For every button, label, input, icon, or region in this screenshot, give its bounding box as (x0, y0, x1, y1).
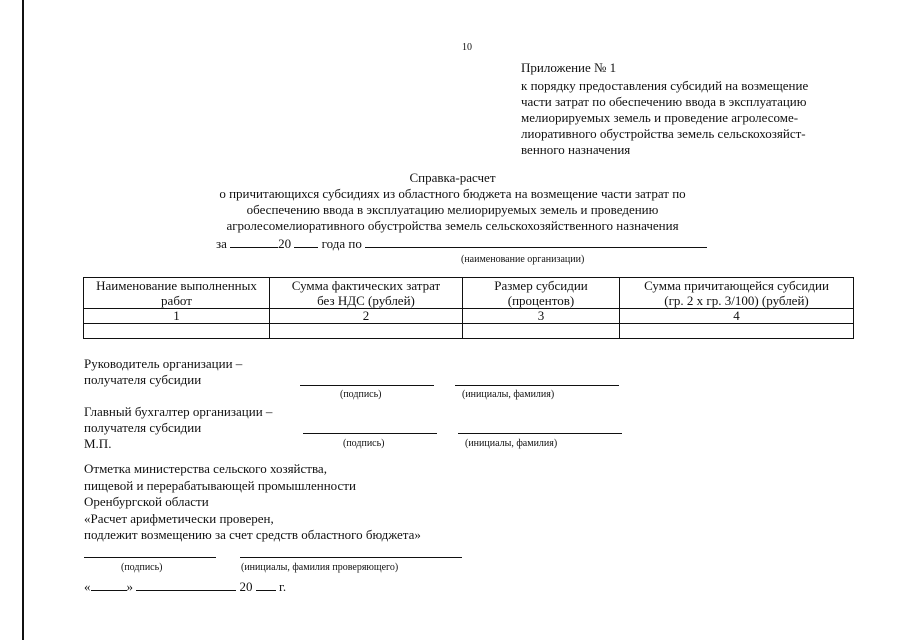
head-signature-caption: (подпись) (340, 389, 382, 400)
document-title: Справка-расчет (409, 170, 496, 185)
accountant-name-caption: (инициалы, фамилия) (465, 438, 558, 449)
table-cell: 4 (620, 309, 854, 324)
table-header-cell: Наименование выполненных работ (84, 278, 270, 309)
accountant-label-line: Главный бухгалтер организации – (84, 404, 273, 419)
document-subtitle-line: агролесомелиоративного обустройства земель сельскохозяйственного назначения (226, 218, 679, 233)
date-month-blank[interactable] (136, 578, 236, 591)
ministry-line: Отметка министерства сельского хозяйства, (84, 461, 327, 476)
table-row (84, 324, 854, 339)
document-subtitle-line: обеспечению ввода в эксплуатацию мелиорируемых земель и проведению (246, 202, 659, 217)
date-close-quote: » (126, 579, 133, 594)
ministry-line: подлежит возмещению за счет средств областного бюджета» (84, 527, 421, 542)
head-name-line[interactable] (455, 385, 619, 386)
accountant-name-line[interactable] (458, 433, 622, 434)
table-cell[interactable] (620, 324, 854, 339)
calculation-table (83, 277, 854, 339)
table-cell[interactable] (270, 324, 463, 339)
accountant-signature-line[interactable] (303, 433, 437, 434)
ministry-line: «Расчет арифметически проверен, (84, 511, 274, 526)
page-number: 10 (462, 42, 472, 53)
appendix-line: части затрат по обеспечению ввода в эксплуатацию (521, 94, 807, 109)
scan-edge-line (22, 0, 24, 640)
table-cell: 2 (270, 309, 463, 324)
table-header-row (84, 278, 854, 309)
table-cell[interactable] (84, 324, 270, 339)
appendix-line: лиоративного обустройства земель сельскохозяйст- (521, 126, 806, 141)
date-line (84, 578, 286, 595)
document-subtitle-line: о причитающихся субсидиях из областного бюджета на возмещение части затрат по (219, 186, 686, 201)
stamp-label: М.П. (84, 436, 112, 451)
table-header-cell: Сумма причитающейся субсидии (гр. 2 х гр. 3/100) (рублей) (620, 278, 854, 309)
period-start-blank[interactable] (230, 235, 278, 248)
organization-caption: (наименование организации) (461, 254, 585, 265)
period-suffix: года по (321, 236, 362, 251)
ministry-line: Оренбургской области (84, 494, 209, 509)
period-year: 20 (278, 236, 292, 251)
appendix-line: венного назначения (521, 142, 631, 157)
table-cell: 1 (84, 309, 270, 324)
table-cell: 3 (463, 309, 620, 324)
date-year: 20 (239, 579, 253, 594)
accountant-signature-caption: (подпись) (343, 438, 385, 449)
date-year-blank[interactable] (256, 578, 276, 591)
accountant-label-line: получателя субсидии (84, 420, 202, 435)
appendix-line: мелиорируемых земель и проведение агролесоме- (521, 110, 799, 125)
period-year-blank[interactable] (294, 235, 318, 248)
date-open-quote: « (84, 579, 91, 594)
table-cell[interactable] (463, 324, 620, 339)
ministry-line: пищевой и перерабатывающей промышленности (84, 478, 356, 493)
appendix-line: к порядку предоставления субсидий на возмещение (521, 78, 809, 93)
table-column-number-row (84, 309, 854, 324)
head-name-caption: (инициалы, фамилия) (462, 389, 555, 400)
table-header-cell: Размер субсидии (процентов) (463, 278, 620, 309)
checker-name-line[interactable] (240, 557, 462, 558)
checker-name-caption: (инициалы, фамилия проверяющего) (241, 562, 399, 573)
period-prefix: за (216, 236, 227, 251)
ministry-signature-line[interactable] (84, 557, 216, 558)
head-label-line: получателя субсидии (84, 372, 202, 387)
appendix-title: Приложение № 1 (521, 60, 617, 75)
date-day-blank[interactable] (91, 578, 127, 591)
head-signature-line[interactable] (300, 385, 434, 386)
head-label-line: Руководитель организации – (84, 356, 243, 371)
date-suffix: г. (279, 579, 287, 594)
organization-blank[interactable] (365, 235, 707, 248)
table-header-cell: Сумма фактических затрат без НДС (рублей) (270, 278, 463, 309)
ministry-signature-caption: (подпись) (121, 562, 163, 573)
period-line (216, 235, 707, 252)
